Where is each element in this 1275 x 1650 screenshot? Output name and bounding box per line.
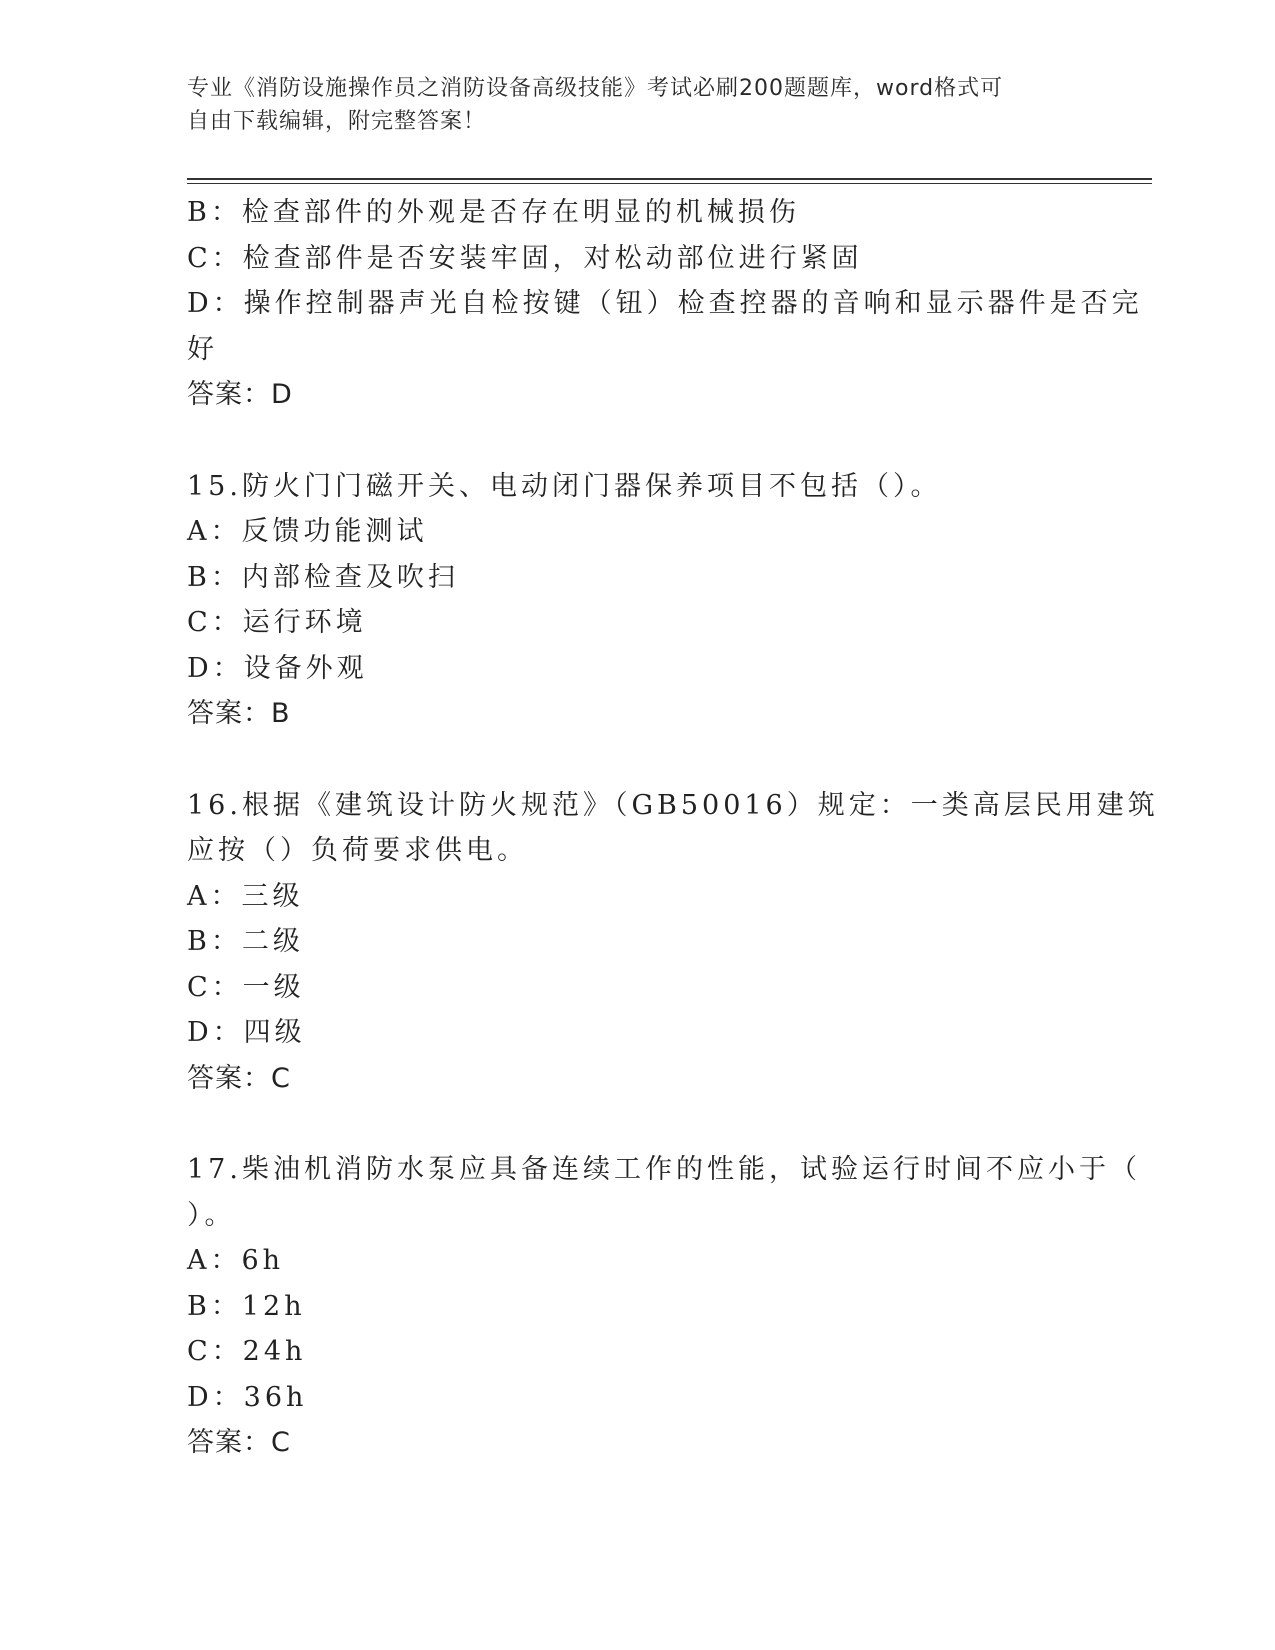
option-c: C：运行环境 <box>187 607 367 638</box>
question-stem: 17.柴油机消防水泵应具备连续工作的性能，试验运行时间不应小于（ <box>187 1154 1141 1185</box>
option-d-continued: 好 <box>187 333 218 365</box>
answer-line: 答案：C <box>187 1427 291 1458</box>
option-b: B：内部检查及吹扫 <box>187 561 459 593</box>
question-block-prev <box>187 190 1143 418</box>
question-list <box>187 190 1159 1466</box>
question-block-16 <box>187 783 1159 1102</box>
option-d: D：四级 <box>187 1017 306 1048</box>
answer-line: 答案：B <box>187 698 291 729</box>
option-d: D：36h <box>187 1381 308 1413</box>
question-stem: 15.防火门门磁开关、电动闭门器保养项目不包括（）。 <box>187 470 942 502</box>
option-a: A：反馈功能测试 <box>187 516 428 547</box>
option-b: B：二级 <box>187 926 304 957</box>
header-line-1: 专业《消防设施操作员之消防设备高级技能》考试必刷200题题库，word格式可 <box>187 76 1004 101</box>
option-c: C：检查部件是否安装牢固，对松动部位进行紧固 <box>187 242 863 274</box>
spacer <box>187 737 1087 783</box>
question-stem-continued: 应按（）负荷要求供电。 <box>187 835 528 866</box>
answer-line: 答案：D <box>187 379 293 410</box>
header-divider-thin <box>187 183 1152 184</box>
header-line-2: 自由下载编辑，附完整答案！ <box>187 109 487 134</box>
option-b: B：检查部件的外观是否存在明显的机械损伤 <box>187 197 800 228</box>
option-d: D：操作控制器声光自检按键（钮）检查控器的音响和显示器件是否完 <box>187 288 1143 319</box>
question-stem: 16.根据《建筑设计防火规范》（GB50016）规定：一类高层民用建筑 <box>187 789 1159 821</box>
header-divider-thick <box>187 178 1152 180</box>
option-a: A：三级 <box>187 880 304 912</box>
option-c: C：24h <box>187 1336 307 1367</box>
spacer <box>187 418 1087 464</box>
document-header <box>187 72 1067 138</box>
option-d: D：设备外观 <box>187 652 368 684</box>
option-c: C：一级 <box>187 971 305 1003</box>
question-block-17 <box>187 1147 1141 1466</box>
question-stem-continued: ）。 <box>187 1199 236 1231</box>
spacer <box>187 1101 1087 1147</box>
question-block-15 <box>187 464 1087 737</box>
option-a: A：6h <box>187 1245 285 1276</box>
answer-line: 答案：C <box>187 1062 291 1094</box>
option-b: B：12h <box>187 1290 306 1322</box>
